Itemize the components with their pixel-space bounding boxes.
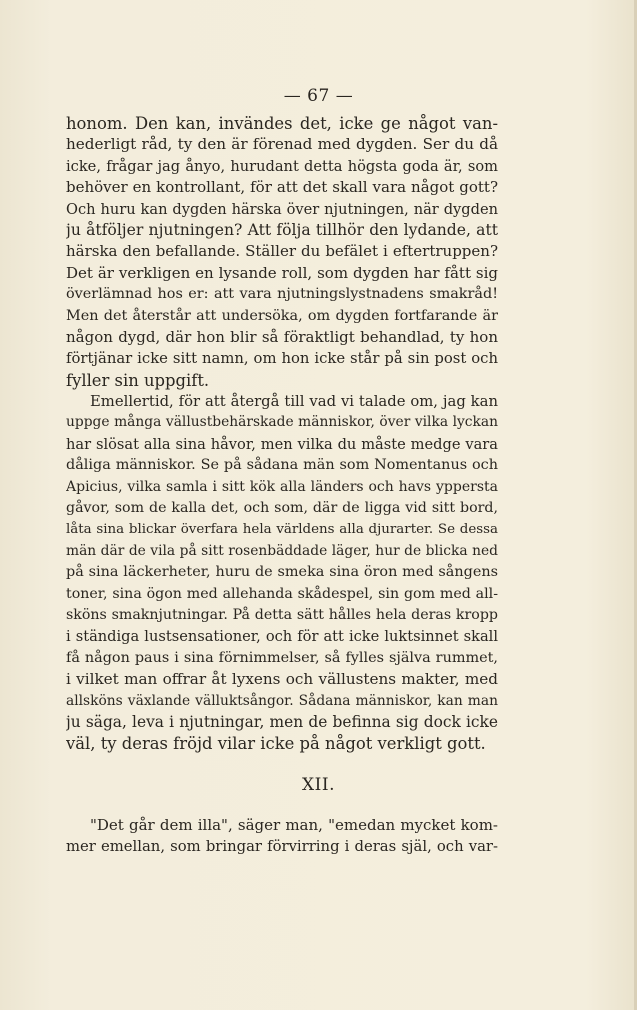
text-line: honom. Den kan, invändes det, icke ge något van- (66, 114, 498, 133)
text-line: väl, ty deras fröjd vilar icke på något verkligt gott. (66, 734, 486, 754)
text-line: på sina läckerheter, huru de smeka sina öron med sångens (66, 564, 498, 581)
text-line: dåliga människor. Se på sådana män som Nomentanus och (66, 457, 498, 474)
text-line: fyller sin uppgift. (66, 370, 210, 390)
text-line: Det är verkligen en lysande roll, som dygden har fått sig (66, 263, 498, 282)
text-line: i ständiga lustsensationer, och för att icke luktsinnet skall (66, 628, 498, 646)
text-line: behöver en kontrollant, för att det skall vara något gott? (66, 178, 498, 197)
body-text (66, 113, 498, 755)
page-number: — 67 — (283, 86, 354, 106)
text-line: härska den befallande. Ställer du befälet i eftertruppen? (66, 242, 498, 261)
text-line: sköns smaknjutningar. På detta sätt hålles hela deras kropp (66, 606, 498, 623)
text-line: uppge många vällustbehärskade människor, över vilka lyckan (66, 414, 498, 431)
text-line: få någon paus i sina förnimmelser, så fylles själva rummet, (66, 649, 498, 666)
text-line: toner, sina ögon med allehanda skådespel, sin gom med all- (66, 585, 498, 602)
text-line: förtjänar icke sitt namn, om hon icke står på sin post och (66, 350, 498, 368)
text-line: Och huru kan dygden härska över njutningen, när dygden (66, 200, 498, 218)
text-line: "Det går dem illa", säger man, "emedan mycket kom- (90, 816, 498, 834)
text-line: allsköns växlande välluktsångor. Sådana människor, kan man (66, 692, 498, 709)
text-line: Emellertid, för att återgå till vad vi talade om, jag kan (90, 393, 498, 411)
text-line: mer emellan, som bringar förvirring i deras själ, och var- (66, 838, 498, 856)
text-line: Apicius, vilka samla i sitt kök alla länders och havs yppersta (66, 478, 498, 495)
body-text-continued (66, 815, 498, 858)
text-line: någon dygd, där hon blir så föraktligt behandlad, ty hon (66, 327, 498, 346)
text-line: icke, frågar jag ånyo, hurudant detta högsta goda är, som (66, 157, 498, 175)
text-line: gåvor, som de kalla det, och som, där de ligga vid sitt bord, (66, 500, 498, 517)
text-line: Men det återstår att undersöka, om dygden fortfarande är (66, 307, 498, 324)
section-heading: XII. (302, 775, 335, 795)
text-line: har slösat alla sina håvor, men vilka du måste medge vara (66, 435, 498, 453)
text-line: låta sina blickar överfara hela världens alla djurarter. Se dessa (66, 522, 498, 538)
text-line: män där de vila på sitt rosenbäddade läger, hur de blicka ned (66, 542, 498, 559)
text-line: överlämnad hos er: att vara njutningslystnadens smakråd! (66, 286, 498, 303)
text-line: ju säga, leva i njutningar, men de befinna sig dock icke (66, 712, 498, 731)
text-line: hederligt råd, ty den är förenad med dygden. Ser du då (66, 135, 498, 154)
text-line: ju åtföljer njutningen? Att följa tillhör den lydande, att (66, 220, 498, 239)
text-line: i vilket man offrar åt lyxens och vällustens makter, med (66, 670, 498, 689)
